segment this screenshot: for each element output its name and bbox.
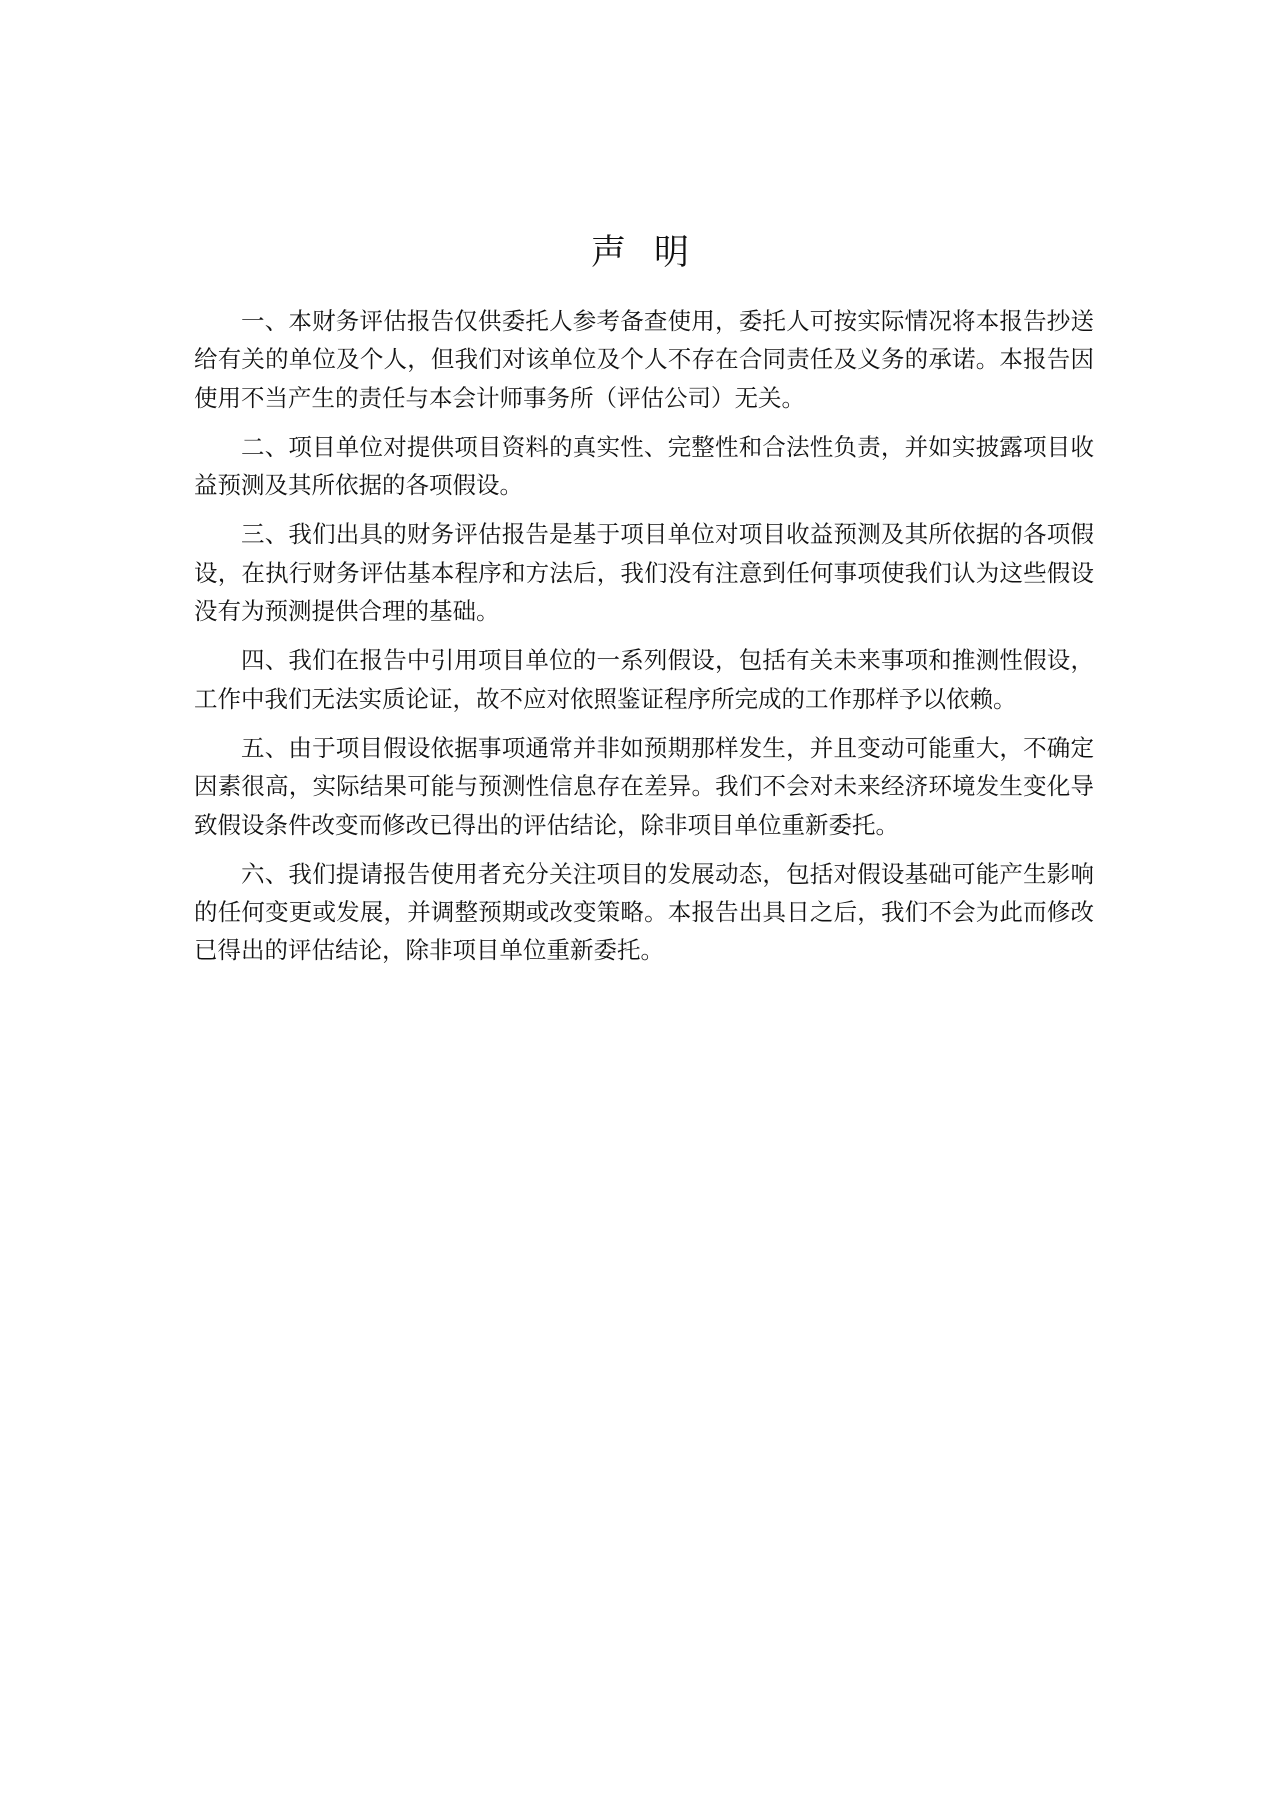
- statement-body: [194, 302, 1094, 981]
- statement-paragraph-1: 一、本财务评估报告仅供委托人参考备查使用，委托人可按实际情况将本报告抄送给有关的单位及个人，但我们对该单位及个人不存在合同责任及义务的承诺。本报告因使用不当产生的责任与本会计师事务所（评估公司）无关。: [194, 307, 1094, 412]
- statement-paragraph-2: 二、项目单位对提供项目资料的真实性、完整性和合法性负责，并如实披露项目收益预测及其所依据的各项假设。: [194, 432, 1094, 500]
- page-title: 声明: [590, 233, 717, 273]
- statement-paragraph-5: 五、由于项目假设依据事项通常并非如预期那样发生，并且变动可能重大，不确定因素很高，实际结果可能与预测性信息存在差异。我们不会对未来经济环境发生变化导致假设条件改变而修改已得出的评估结论，除非项目单位重新委托。: [194, 733, 1094, 839]
- statement-paragraph-6: 六、我们提请报告使用者充分关注项目的发展动态，包括对假设基础可能产生影响的任何变更或发展，并调整预期或改变策略。本报告出具日之后，我们不会为此而修改已得出的评估结论，除非项目单位重新委托。: [194, 859, 1094, 965]
- statement-paragraph-4: 四、我们在报告中引用项目单位的一系列假设，包括有关未来事项和推测性假设，工作中我们无法实质论证，故不应对依照鉴证程序所完成的工作那样予以依赖。: [194, 646, 1094, 713]
- statement-paragraph-3: 三、我们出具的财务评估报告是基于项目单位对项目收益预测及其所依据的各项假设，在执行财务评估基本程序和方法后，我们没有注意到任何事项使我们认为这些假设没有为预测提供合理的基础。: [194, 520, 1094, 626]
